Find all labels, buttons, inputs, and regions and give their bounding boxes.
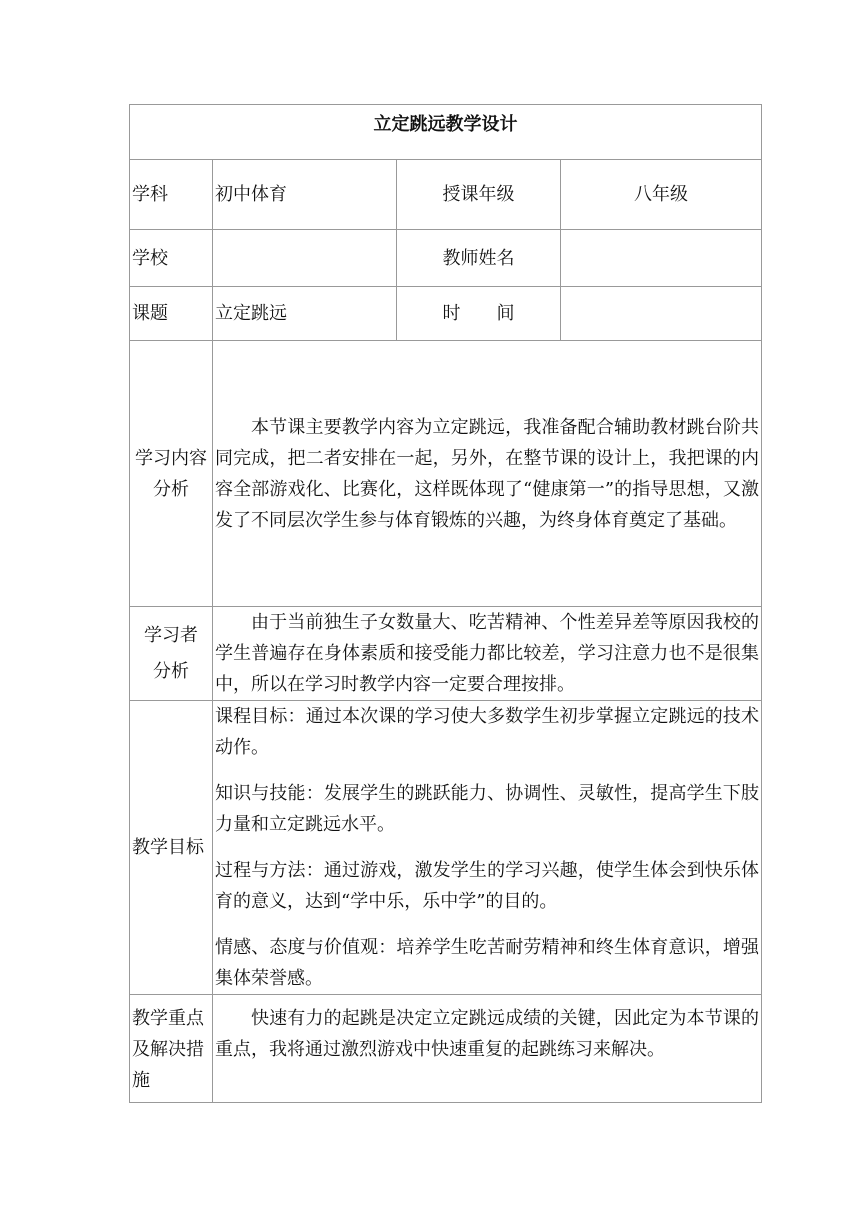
- learner-analysis-label-line1: 学习者: [144, 624, 198, 646]
- learner-analysis-label: [130, 607, 213, 701]
- content-analysis-cell: [213, 341, 762, 607]
- learner-analysis-label-line2: 分析: [153, 660, 189, 682]
- objectives-row: [130, 701, 762, 995]
- teacher-label: 教师姓名: [397, 230, 561, 287]
- learner-analysis-row: [130, 607, 762, 701]
- subject-label: 学科: [130, 160, 213, 230]
- topic-value: 立定跳远: [213, 287, 397, 341]
- school-row: [130, 230, 762, 287]
- school-value: [213, 230, 397, 287]
- time-value: [561, 287, 762, 341]
- content-analysis-text: 本节课主要教学内容为立定跳远，我准备配合辅助教材跳台阶共同完成，把二者安排在一起，另外，在整节课的设计上，我把课的内容全部游戏化、比赛化，这样既体现了“健康第一”的指导思想，又激发了不同层次学生参与体育锻炼的兴趣，为终身体育奠定了基础。: [215, 416, 759, 531]
- school-label: 学校: [130, 230, 213, 287]
- grade-label: 授课年级: [397, 160, 561, 230]
- grade-value: 八年级: [561, 160, 762, 230]
- objective-emotion: 情感、态度与价值观：培养学生吃苦耐劳精神和终生体育意识，增强集体荣誉感。: [215, 937, 759, 989]
- lesson-plan-table: [129, 104, 762, 1103]
- objectives-cell: [213, 701, 762, 995]
- title-row: [130, 105, 762, 160]
- content-analysis-label-line1: 学习内容: [135, 447, 207, 469]
- topic-row: [130, 287, 762, 341]
- topic-label: 课题: [130, 287, 213, 341]
- learner-analysis-cell: [213, 607, 762, 701]
- subject-row: [130, 160, 762, 230]
- objective-course: 课程目标：通过本次课的学习使大多数学生初步掌握立定跳远的技术动作。: [215, 706, 759, 758]
- objective-knowledge: 知识与技能：发展学生的跳跃能力、协调性、灵敏性，提高学生下肢力量和立定跳远水平。: [215, 783, 759, 835]
- key-points-label: 教学重点及解决措施: [130, 995, 213, 1103]
- teacher-value: [561, 230, 762, 287]
- time-label: 时 间: [397, 287, 561, 341]
- key-points-row: [130, 995, 762, 1103]
- key-points-cell: [213, 995, 762, 1103]
- objective-process: 过程与方法：通过游戏，激发学生的学习兴趣，使学生体会到快乐体育的意义，达到“学中乐，乐中学”的目的。: [215, 860, 759, 912]
- content-analysis-row: [130, 341, 762, 607]
- content-analysis-label: [130, 341, 213, 607]
- learner-analysis-text: 由于当前独生子女数量大、吃苦精神、个性差异差等原因我校的学生普遍存在身体素质和接受能力都比较差，学习注意力也不是很集中，所以在学习时教学内容一定要合理按排。: [215, 612, 759, 695]
- document-title: 立定跳远教学设计: [130, 105, 762, 160]
- key-points-text: 快速有力的起跳是决定立定跳远成绩的关键，因此定为本节课的重点，我将通过激烈游戏中快速重复的起跳练习来解决。: [215, 1008, 759, 1060]
- subject-value: 初中体育: [213, 160, 397, 230]
- objectives-label: 教学目标: [130, 701, 213, 995]
- content-analysis-label-line2: 分析: [153, 478, 189, 500]
